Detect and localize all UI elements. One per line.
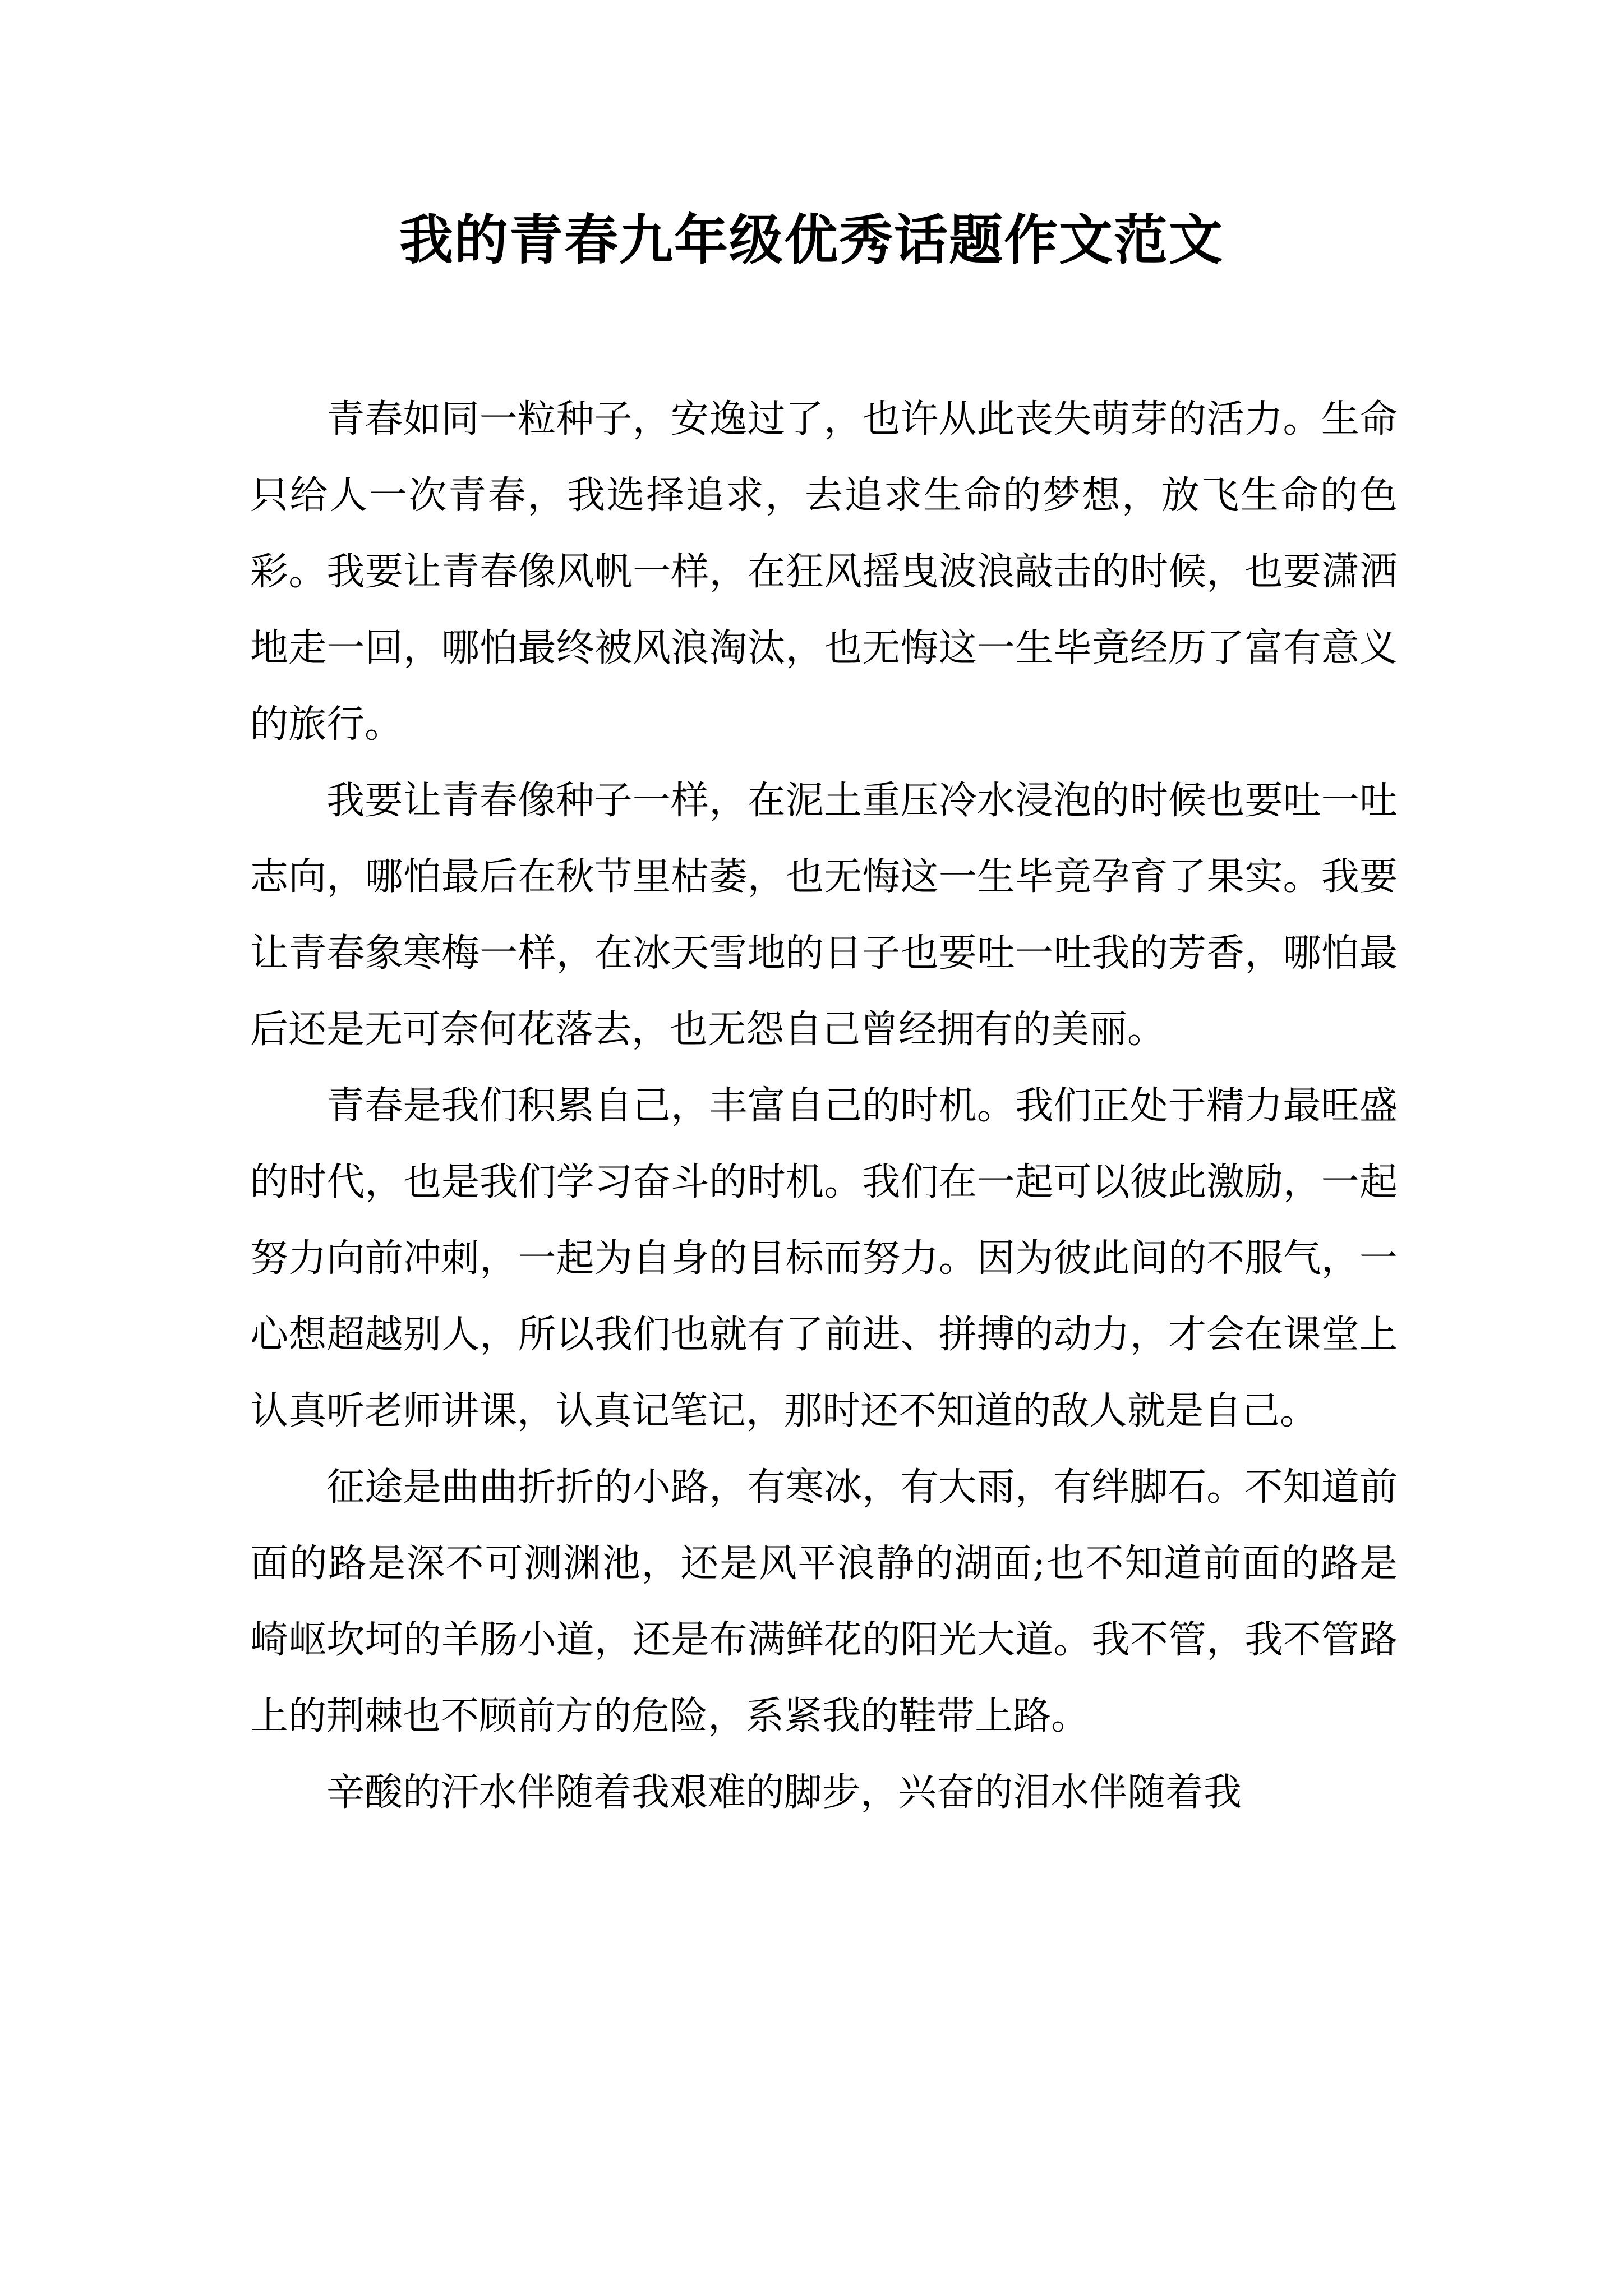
- paragraph-3: 青春是我们积累自己，丰富自己的时机。我们正处于精力最旺盛的时代，也是我们学习奋斗的时机。我们在一起可以彼此激励，一起努力向前冲刺，一起为自身的目标而努力。因为彼此间的不服气，一心想超越别人，所以我们也就有了前进、拼搏的动力，才会在课堂上认真听老师讲课，认真记笔记，那时还不知道的敌人就是自己。: [250, 1084, 1398, 1433]
- document-body: [250, 381, 1398, 1831]
- paragraph-5: 辛酸的汗水伴随着我艰难的脚步，兴奋的泪水伴随着我: [326, 1770, 1242, 1815]
- paragraph-2: 我要让青春像种子一样，在泥土重压冷水浸泡的时候也要吐一吐志向，哪怕最后在秋节里枯萎，也无悔这一生毕竟孕育了果实。我要让青春象寒梅一样，在冰天雪地的日子也要吐一吐我的芳香，哪怕最后还是无可奈何花落去，也无怨自己曾经拥有的美丽。: [250, 779, 1398, 1052]
- paragraph-4: 征途是曲曲折折的小路，有寒冰，有大雨，有绊脚石。不知道前面的路是深不可测渊池，还是风平浪静的湖面;也不知道前面的路是崎岖坎坷的羊肠小道，还是布满鲜花的阳光大道。我不管，我不管路上的荆棘也不顾前方的危险，系紧我的鞋带上路。: [250, 1465, 1398, 1738]
- document-title: 我的青春九年级优秀话题作文范文: [399, 208, 1224, 272]
- paragraph-1: 青春如同一粒种子，安逸过了，也许从此丧失萌芽的活力。生命只给人一次青春，我选择追求，去追求生命的梦想，放飞生命的色彩。我要让青春像风帆一样，在狂风摇曳波浪敲击的时候，也要潇洒地走一回，哪怕最终被风浪淘汰，也无悔这一生毕竟经历了富有意义的旅行。: [250, 397, 1398, 747]
